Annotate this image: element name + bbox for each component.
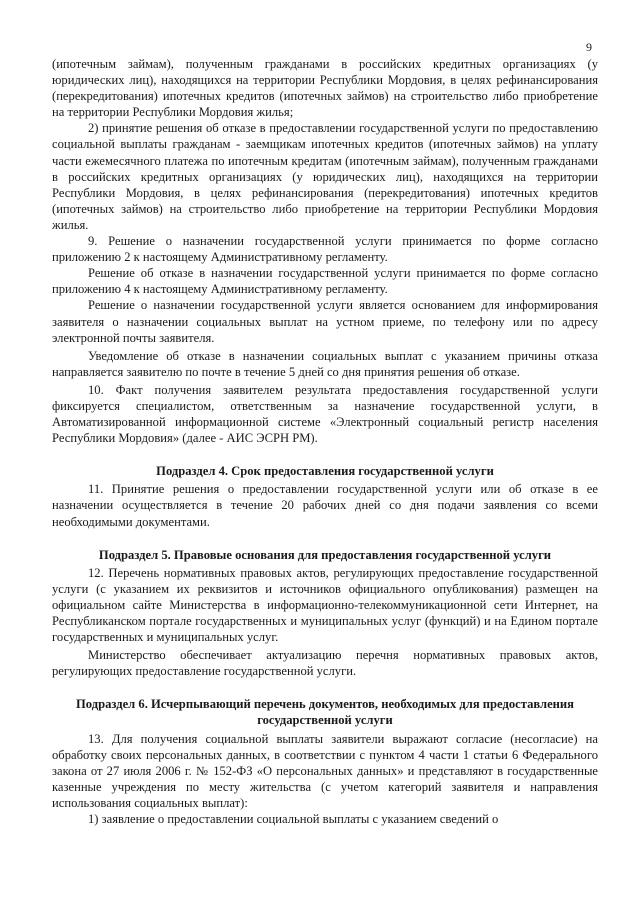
paragraph-ministry-updates: Министерство обеспечивает актуализацию перечня нормативных правовых актов, регулирующих предоставление государственной услуги. xyxy=(52,648,598,679)
document-body xyxy=(52,56,598,827)
paragraph-grant-decision: Решение о назначении государственной услуги является основанием для информирования заявителя о назначении социальных выплат на устном приеме, по телефону или по адресу электронной почты заявителя. xyxy=(52,298,598,345)
paragraph-9: 9. Решение о назначении государственной услуги принимается по форме согласно приложению 2 к настоящему Административному регламенту. xyxy=(52,234,598,265)
heading-subsection-5: Подраздел 5. Правовые основания для предоставления государственной услуги xyxy=(98,547,552,562)
paragraph-refusal-decision: Решение об отказе в назначении государственной услуги принимается по форме согласно приложению 4 к настоящему Административному регламенту. xyxy=(52,266,598,297)
heading-subsection-6: Подраздел 6. Исчерпывающий перечень документов, необходимых для предоставления государственной услуги xyxy=(75,697,574,728)
paragraph-item-2-refusal: 2) принятие решения об отказе в предоставлении государственной услуги по предоставлению социальной выплаты гражданам - заемщикам ипотечных кредитов (ипотечных займов) на уплату части ежемесячного платежа по ипотечным кредитам (ипотечным займам), полученным гражданами в российских кредитных организациях (у юридических лиц), находящихся на территории Республики Мордовия, в целях рефинансирования (перекредитования) ипотечных кредитов (ипотечных займов) на строительство либо приобретение на территории Республики Мордовия жилья. xyxy=(52,121,598,232)
paragraph-11: 11. Принятие решения о предоставлении государственной услуги или об отказе в ее назначении осуществляется в течение 20 рабочих дней со дня подачи заявления со всеми необходимыми документами. xyxy=(52,482,598,529)
paragraph-continuation: (ипотечным займам), полученным гражданами в российских кредитных организациях (у юридических лиц), находящихся на территории Республики Мордовия, в целях рефинансирования (перекредитования) ипотечных кредитов (ипотечных займов) на строительство либо приобретение на территории Республики Мордовия жилья; xyxy=(52,57,598,120)
paragraph-13: 13. Для получения социальной выплаты заявители выражают согласие (несогласие) на обработку своих персональных данных, в соответствии с пунктом 4 части 1 статьи 6 Федерального закона от 27 июля 2006 г. № 152-ФЗ «О персональных данных» и представляют в государственные казенные учреждения по месту жительства (с учетом категорий заявителя и направления использования социальных выплат): xyxy=(52,731,598,810)
paragraph-12: 12. Перечень нормативных правовых актов, регулирующих предоставление государственной услуги (с указанием их реквизитов и источников официального опубликования) размещен на официальном сайте Министерства в информационно-телекоммуникационной сети Интернет, на Республиканском портале государственных и муниципальных услуг (функций) и на Едином портале государственных и муниципальных услуг. xyxy=(52,565,598,645)
heading-subsection-4: Подраздел 4. Срок предоставления государственной услуги xyxy=(156,464,494,479)
page-number: 9 xyxy=(586,40,592,54)
paragraph-10: 10. Факт получения заявителем результата предоставления государственной услуги фиксируется специалистом, ответственным за назначение государственной услуги, в Автоматизированной информационной системе «Электронный социальный регистр населения Республики Мордовия» (далее - АИС ЭСРН РМ). xyxy=(52,382,598,446)
paragraph-refusal-notice: Уведомление об отказе в назначении социальных выплат с указанием причины отказа направляется заявителю по почте в течение 5 дней со дня принятия решения об отказе. xyxy=(52,348,598,379)
paragraph-13-item-1: 1) заявление о предоставлении социальной выплаты с указанием сведений о xyxy=(88,812,499,827)
